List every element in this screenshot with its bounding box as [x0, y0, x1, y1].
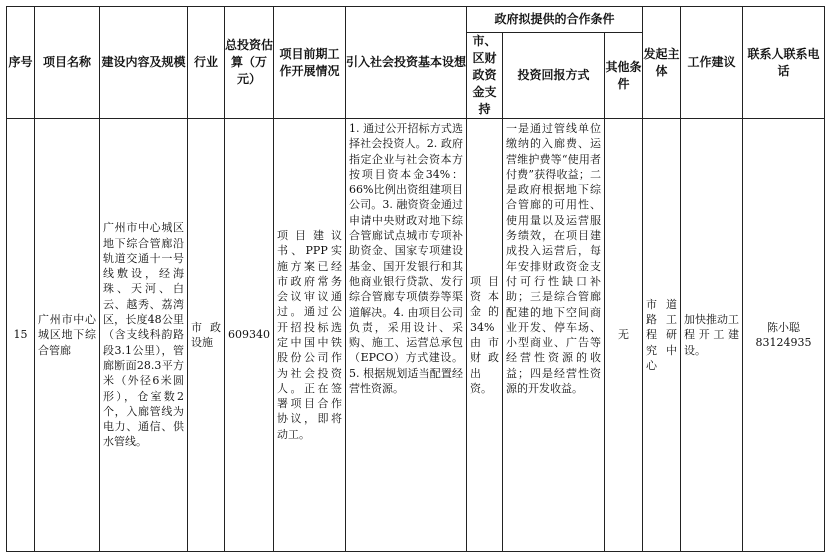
cell-other-conditions: 无	[605, 119, 643, 552]
cell-social-capital: 1. 通过公开招标方式选择社会投资人。2. 政府指定企业与社会资本方按项目资本金34%：66%比例出资组建项目公司。3. 融资资金通过申请中央财政对地下综合管廊试点城市专项补助资金、国家专项建设基金、国开发银行和其他商业银行贷款、发行综合管廊专项债券等渠道解决。4. 由项目公司负责，采用设计、采购、施工、运营总承包（EPCO）方式建设。5. 根据规划适当配置经营性资源。	[346, 119, 467, 552]
cell-project-name: 广州市中心城区地下综合管廊	[35, 119, 100, 552]
header-return-method: 投资回报方式	[503, 33, 605, 119]
header-suggestion: 工作建议	[681, 7, 743, 119]
cell-initiator: 市道路工程研究中心	[643, 119, 681, 552]
header-seq: 序号	[7, 7, 35, 119]
header-social-capital: 引入社会投资基本设想	[346, 7, 467, 119]
header-industry: 行业	[188, 7, 225, 119]
header-gov-conditions: 政府拟提供的合作条件	[467, 7, 643, 33]
header-investment: 总投资估算（万元）	[225, 7, 274, 119]
cell-content: 广州市中心城区地下综合管廊沿轨道交通十一号线敷设，经海珠、天河、白云、越秀、荔湾区，长度48公里（含支线科韵路段3.1公里），管廊断面28.3平方米（外径6米圆形），仓室数2个，入廊管线为电力、通信、供水管线。	[100, 119, 188, 552]
cell-contact: 陈小聪 83124935	[743, 119, 825, 552]
cell-return-method: 一是通过管线单位缴纳的入廊费、运营维护费等“使用者付费”获得收益；二是政府根据地下综合管廊的可用性、使用量以及运营服务绩效，在项目建成投入运营后，每年安排财政资金支付可行性缺口补助；三是综合管廊配建的地下空间商业开发、停车场、小型商业、广告等经营性资源的收益；四是经营性资源的开发收益。	[503, 119, 605, 552]
cell-fiscal-support: 项目资本金的34%由市财政出资。	[467, 119, 503, 552]
header-content: 建设内容及规模	[100, 7, 188, 119]
cell-investment: 609340	[225, 119, 274, 552]
header-preliminary-work: 项目前期工作开展情况	[274, 7, 346, 119]
project-table	[6, 6, 825, 552]
cell-seq: 15	[7, 119, 35, 552]
cell-industry: 市政设施	[188, 119, 225, 552]
header-initiator: 发起主体	[643, 7, 681, 119]
header-project-name: 项目名称	[35, 7, 100, 119]
table-row	[7, 119, 825, 552]
header-fiscal-support: 市、区财政资金支持	[467, 33, 503, 119]
cell-preliminary-work: 项目建议书、PPP实施方案已经市政府常务会议审议通过。通过公开招投标选定中国中铁股份公司作为社会投资人。正在签署项目合作协议，即将动工。	[274, 119, 346, 552]
cell-suggestion: 加快推动工程开工建设。	[681, 119, 743, 552]
header-contact: 联系人联系电话	[743, 7, 825, 119]
header-other-conditions: 其他条件	[605, 33, 643, 119]
